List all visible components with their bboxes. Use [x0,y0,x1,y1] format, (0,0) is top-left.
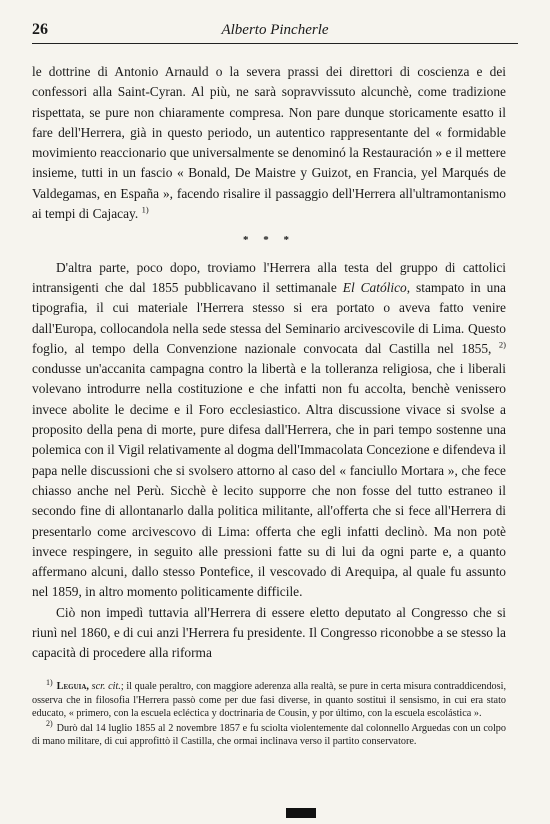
footnote [32,719,506,749]
footnote-abbreviation: scr. cit. [91,681,121,692]
paragraph-text: condusse un'accanita campagna contro la libertà e la tolleranza religiosa, che i liberali volevano introdurre nella costituzione e che infatti non fu accolta, benchè venissero invece abolite le decime e il Foro ecclesiastico. Altra discussione vivace si svolse a proposito della pena di morte, pure difesa dall'Herrera, che in pari tempo sostenne una polemica con il Vigil relativamente al dogma dell'Immacolata Concezione e difendeva il papa nelle discussioni che si svolsero attorno al caso del « fanciullo Mortara », che fece chiasso anche nel Perù. Sicchè è lecito supporre che non fosse del tutto estraneo il secondo fine di allontanarlo dalla politica militante, all'offerta che si fece all'Herrera di presentarlo come arcivescovo di Lima: offerta che egli infatti declinò. Ma non potè invece respingere, in seguito alle pressioni fatte su di lui da ogni parte e, a quanto affermano alcuni, dallo stesso Pontefice, il vescovado di Arequipa, al quale fu assunto nel 1859, in altro momento politicamente difficile. [32,361,506,600]
paragraph-text: Non pare dunque storicamente esatto il fare dell'Herrera, già in questo periodo, un autentico rappresentante del « formidable movimiento reaccionario que universalmente se denominó la Restauración » e il mettere insieme, tutti in un fascio « Bonald, De Maistre y Guizot, en Francia, yel Marqués de Valdegamas, en España », facendo risalire il passaggio dell'Herrera all'ultramontanismo ai tempi di Cajacay. [32,104,506,222]
paragraph [32,603,506,664]
paragraph-text: Ciò non impedì tuttavia all'Herrera di essere eletto deputato al Congresso che si riunì nel 1860, e di cui anzi l'Herrera fu presidente. Il Congresso riconobbe a se stesso la capacità di procedere alla riforma [32,604,506,661]
print-mark [286,808,316,818]
footnote-mark: 1) [46,677,53,687]
page-number: 26 [32,21,48,38]
footnotes [32,677,506,749]
footnote [32,677,506,721]
paragraph-text: le dottrine di Antonio Arnauld o la severa prassi dei direttori di coscienza e dei confessori alla Saint-Cyran. Al più, ne sarà sopravvissuto alcunchè, come tradizione rispettata, se pure non chiaramente compresa. [32,64,506,120]
footnote-author: Leguia, [56,681,89,692]
paragraph [32,62,506,224]
footnote-mark: 2) [46,719,53,729]
paragraph-text: D'altra parte, poco dopo, troviamo l'Herrera alla testa del gruppo di cattolici intransigenti che dal 1855 pubblicavano il settimanale [32,259,506,295]
paragraph [32,258,506,603]
running-head: Alberto Pincherle [221,22,329,38]
footnote-reference: 2) [498,339,506,350]
footnote-text: ; il quale peraltro, con maggiore aderenza alla realtà, se pure in certa misura contraddicendosi, osserva che in filosofia l'Herrera passò come per due fasi diverse, in quanto sostituì il sensismo, in cui era stato educato, « primero, con la escuela ecléctica y doctrinaria de Cousin, y por último, con la escuela escolástica ». [32,681,506,720]
body-text [32,62,506,664]
newspaper-title: El Católico [342,279,407,295]
page-header [32,21,518,44]
footnote-reference: 1) [141,204,149,215]
section-break: * * * [243,234,295,247]
paragraph-text: , stampato in una tipografia, il cui materiale l'Herrera stesso si era portato o aveva fatto venire dall'Europa, collocandola nella sede stessa del Seminario arcivescovile di Lima. Questo foglio, al tempo della Convenzione nazionale convocata dal Castilla nel 1855, [32,279,506,356]
footnote-text: Durò dal 14 luglio 1855 al 2 novembre 1857 e fu sciolta violentemente dal colonnello Arguedas con un colpo di mano militare, di cui approfittò il Castilla, che ormai inclinava verso il partito conservatore. [32,722,506,748]
